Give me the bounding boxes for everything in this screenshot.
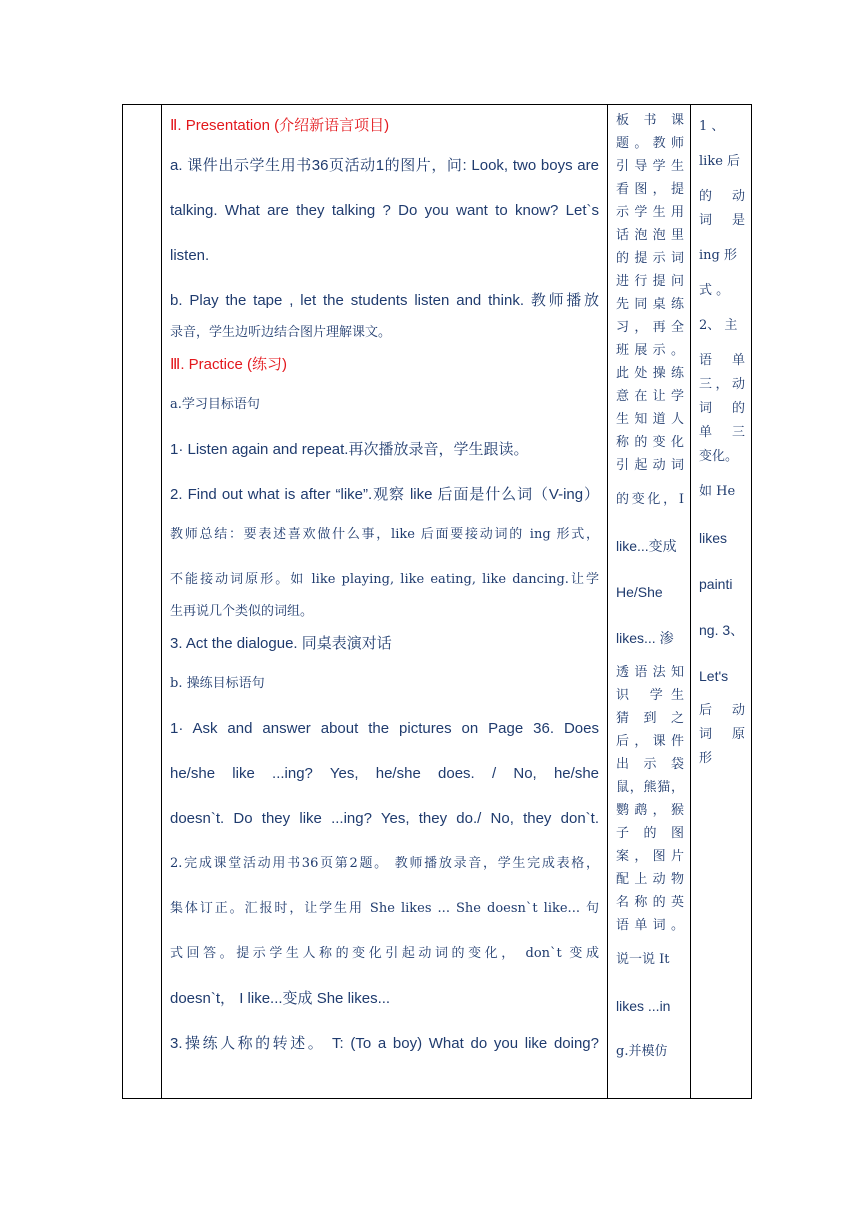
sub-heading-a: a.学习目标语句 bbox=[170, 397, 260, 412]
note-line: 引起动词 bbox=[616, 458, 684, 473]
note-line: like 后 bbox=[699, 154, 741, 169]
note-line: 式 。 bbox=[699, 283, 730, 298]
text-line: talking. What are they talking ? Do you want to know? Let`s bbox=[170, 202, 599, 219]
note-line: painti bbox=[699, 576, 733, 592]
note-line: 意在让学 bbox=[616, 389, 684, 404]
section-heading-presentation: Ⅱ. Presentation (介绍新语言项目) bbox=[170, 117, 390, 134]
text-line: 式回答。提示学生人称的变化引起动词的变化， don`t 变成 bbox=[170, 946, 599, 961]
note-line: 词 的 bbox=[699, 401, 745, 416]
text-line: 3. Act the dialogue. 同桌表演对话 bbox=[170, 635, 392, 652]
note-line: 透语法知 bbox=[616, 665, 684, 680]
note-line: 的变化，I bbox=[616, 492, 684, 507]
note-line: 形 bbox=[699, 751, 713, 766]
text-line: 教师总结：要表述喜欢做什么事，like 后面要接动词的 ing 形式， bbox=[170, 527, 599, 542]
note-line: likes... 渗 bbox=[616, 630, 674, 646]
note-line: 猜到之 bbox=[616, 711, 684, 726]
note-line: 题。教师 bbox=[616, 136, 684, 151]
note-line: 看图，提 bbox=[616, 182, 684, 197]
note-line: 鹦鹉，猴 bbox=[616, 803, 684, 818]
note-line: 子的图 bbox=[616, 826, 684, 841]
note-line: 班展示。 bbox=[616, 343, 684, 358]
note-line: 出示袋 bbox=[616, 757, 684, 772]
note-line: likes bbox=[699, 530, 728, 546]
note-line: 识 学生 bbox=[616, 688, 684, 703]
note-line: 如 He bbox=[699, 484, 736, 499]
note-line: ing 形 bbox=[699, 248, 737, 263]
text-line: 录音，学生边听边结合图片理解课文。 bbox=[170, 325, 392, 340]
note-line: 后 动 bbox=[699, 703, 745, 718]
text-line: 3.操练人称的转述。 T: (To a boy) What do you like doing? bbox=[170, 1035, 599, 1052]
note-line: 变化。 bbox=[699, 449, 739, 464]
note-line: 话泡泡里 bbox=[616, 228, 684, 243]
note-line: like...变成 bbox=[616, 538, 677, 554]
note-line: 名称的英 bbox=[616, 895, 684, 910]
note-line: 进行提问 bbox=[616, 274, 684, 289]
lesson-plan-table bbox=[122, 104, 752, 1099]
note-line: 案，图片 bbox=[616, 849, 684, 864]
note-line: 配上动物 bbox=[616, 872, 684, 887]
note-line: 说一说 It bbox=[616, 952, 670, 967]
note-line: 2、 主 bbox=[699, 318, 738, 333]
note-line: likes ...in bbox=[616, 998, 671, 1014]
note-line: 词 是 bbox=[699, 213, 745, 228]
section-heading-practice: Ⅲ. Practice (练习) bbox=[170, 356, 288, 373]
note-line: He/She bbox=[616, 584, 663, 600]
note-line: 引导学生 bbox=[616, 159, 684, 174]
text-line: 1· Listen again and repeat.再次播放录音，学生跟读。 bbox=[170, 441, 529, 458]
note-line: 板书课 bbox=[616, 113, 684, 128]
text-line: doesn`t， I like...变成 She likes... bbox=[170, 990, 391, 1007]
stage-cell bbox=[123, 105, 162, 1099]
text-line: 不能接动词原形。如 like playing, like eating, like dancing.让学 bbox=[170, 572, 599, 587]
note-line: 的提示词 bbox=[616, 251, 684, 266]
table-row bbox=[123, 105, 752, 1099]
teaching-process-cell bbox=[162, 105, 608, 1099]
note-line: 语单词。 bbox=[616, 918, 684, 933]
note-line: 的 动 bbox=[699, 189, 745, 204]
design-intent-cell bbox=[608, 105, 691, 1099]
note-line: 后，课件 bbox=[616, 734, 684, 749]
text-line: doesn`t. Do they like ...ing? Yes, they do./ No, they don`t. bbox=[170, 810, 599, 827]
note-line: 示学生用 bbox=[616, 205, 684, 220]
note-line: 单 三 bbox=[699, 425, 745, 440]
text-line: he/she like ...ing? Yes, he/she does. / No, he/she bbox=[170, 765, 599, 782]
text-line: 2. Find out what is after “like”.观察 like 后面是什么词（V-ing） bbox=[170, 486, 599, 503]
note-line: 习，再全 bbox=[616, 320, 684, 335]
note-line: 称的变化 bbox=[616, 435, 684, 450]
note-line: 三，动 bbox=[699, 377, 745, 392]
text-line: 2.完成课堂活动用书36页第2题。 教师播放录音，学生完成表格， bbox=[170, 856, 599, 871]
note-line: 词 原 bbox=[699, 727, 745, 742]
text-line: listen. bbox=[170, 247, 210, 264]
text-line: a. 课件出示学生用书36页活动1的图片，问: Look, two boys are bbox=[170, 157, 599, 174]
sub-heading-b: b. 操练目标语句 bbox=[170, 676, 265, 691]
note-line: Let's bbox=[699, 668, 729, 684]
note-line: ng. 3、 bbox=[699, 622, 745, 638]
note-line: 此处操练 bbox=[616, 366, 684, 381]
notes-cell bbox=[691, 105, 752, 1099]
text-line: b. Play the tape , let the students listen and think. 教师播放 bbox=[170, 292, 599, 309]
note-line: 1 、 bbox=[699, 119, 725, 134]
note-line: 生知道人 bbox=[616, 412, 684, 427]
text-line: 集体订正。汇报时，让学生用 She likes ... She doesn`t like... 句 bbox=[170, 901, 599, 916]
text-line: 生再说几个类似的词组。 bbox=[170, 604, 314, 619]
note-line: 先同桌练 bbox=[616, 297, 684, 312]
note-line: g.并模仿 bbox=[616, 1044, 668, 1059]
note-line: 语 单 bbox=[699, 353, 745, 368]
text-line: 1· Ask and answer about the pictures on Page 36. Does bbox=[170, 720, 599, 737]
note-line: 鼠，熊猫， bbox=[616, 780, 684, 795]
